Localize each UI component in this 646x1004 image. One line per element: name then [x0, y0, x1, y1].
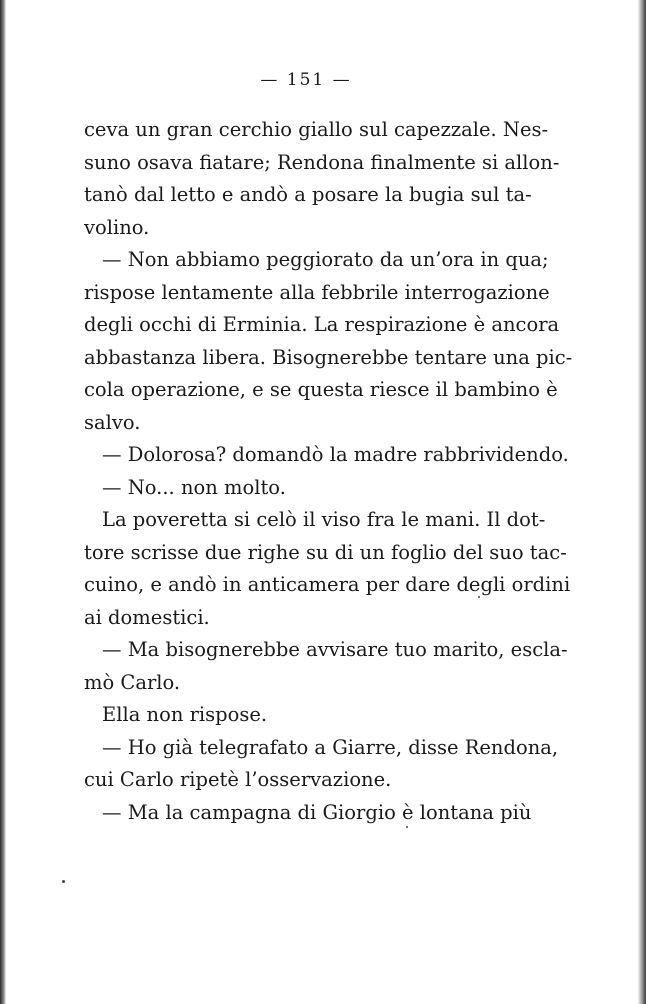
text-line: tanò dal letto e andò a posare la bugia sul ta- [84, 183, 532, 206]
text-line: — Ma la campagna di Giorgio è lontana più [102, 800, 532, 824]
text-line: — Non abbiamo peggiorato da un’ora in qua; [102, 248, 549, 271]
text-line: Ella non rispose. [102, 703, 268, 726]
text-line: — Dolorosa? domandò la madre rabbrividendo. [102, 443, 569, 466]
text-line: ai domestici. [84, 605, 210, 629]
text-line: suno osava fiatare; Rendona finalmente si allon- [84, 150, 560, 174]
scan-speck [406, 826, 408, 828]
text-line: cola operazione, e se questa riesce il bambino è [84, 378, 558, 401]
page-number: — 151 — [260, 70, 352, 90]
text-line: — No... non molto. [102, 475, 286, 499]
text-line: tore scrisse due righe su di un foglio del suo tac- [84, 540, 567, 564]
text-line: cui Carlo ripetè l’osservazione. [84, 768, 392, 791]
scan-speck [62, 880, 65, 883]
text-line: — Ho già telegrafato a Giarre, disse Rendona, [102, 735, 559, 759]
book-page [84, 70, 573, 829]
text-line: degli occhi di Erminia. La respirazione è ancora [84, 313, 560, 336]
scan-speck [478, 596, 480, 598]
text-line: ceva un gran cerchio giallo sul capezzale. Nes- [84, 118, 549, 141]
text-line: rispose lentamente alla febbrile interrogazione [84, 280, 550, 304]
text-line: volino. [84, 215, 150, 239]
text-line: abbastanza libera. Bisognerebbe tentare una pic- [84, 345, 573, 369]
scan-left-edge [0, 0, 6, 1004]
text-line: salvo. [84, 410, 141, 434]
text-line: mò Carlo. [84, 670, 181, 694]
scan-right-edge [638, 0, 646, 1004]
text-line: — Ma bisognerebbe avvisare tuo marito, escla- [102, 638, 568, 661]
text-line: cuino, e andò in anticamera per dare degli ordini [84, 573, 571, 596]
text-line: La poveretta si celò il viso fra le mani. Il dot- [102, 508, 546, 531]
page-text [84, 114, 573, 829]
